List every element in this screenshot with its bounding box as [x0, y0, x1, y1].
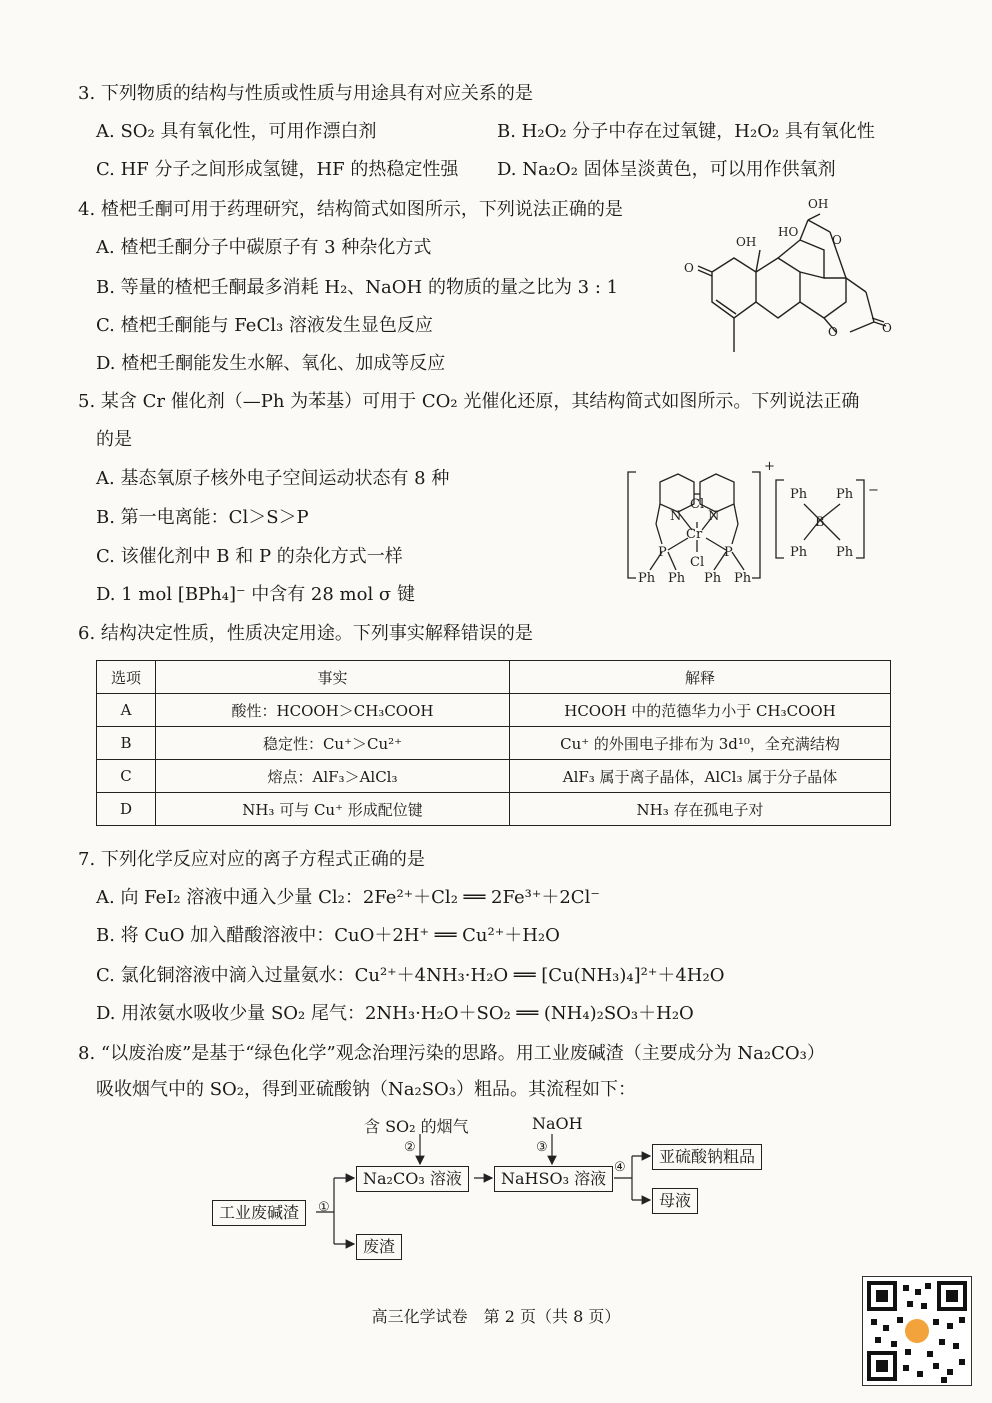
- bph-2: Ph: [836, 487, 854, 502]
- q7-option-c: C. 氯化铜溶液中滴入过量氨水：Cu²⁺＋4NH₃·H₂O ══ [Cu(NH₃)₄]²⁺＋4H₂O: [96, 965, 725, 986]
- q8-stem-cont: 吸收烟气中的 SO₂，得到亚硫酸钠（Na₂SO₃）粗品。其流程如下：: [96, 1079, 637, 1100]
- q3-stem: 3. 下列物质的结构与性质或性质与用途具有对应关系的是: [78, 83, 533, 104]
- flow-step-4: ④: [614, 1160, 626, 1175]
- bph-3: Ph: [790, 545, 808, 560]
- row-label: B: [97, 727, 156, 760]
- q6-table: [96, 660, 891, 826]
- q5-option-c: C. 该催化剂中 B 和 P 的杂化方式一样: [96, 546, 403, 567]
- q6-stem: 6. 结构决定性质，性质决定用途。下列事实解释错误的是: [78, 623, 533, 644]
- p-right: P: [724, 545, 733, 560]
- cr-center: Cr: [686, 527, 703, 542]
- flow-nahso3-solution: NaHSO₃ 溶液: [494, 1166, 613, 1192]
- q8-stem: 8. “以废治废”是基于“绿色化学”观念治理污染的思路。用工业废碱渣（主要成分为 Na₂CO₃）: [78, 1043, 825, 1064]
- table-row: [97, 760, 891, 793]
- page-footer: 高三化学试卷 第 2 页（共 8 页）: [371, 1307, 621, 1326]
- row-explanation: AlF₃ 属于离子晶体，AlCl₃ 属于分子晶体: [510, 760, 891, 793]
- q7-option-d: D. 用浓氨水吸收少量 SO₂ 尾气：2NH₃·H₂O＋SO₂ ══ (NH₄)₂SO₃＋H₂O: [96, 1003, 694, 1024]
- bph-4: Ph: [836, 545, 854, 560]
- flow-step-2: ②: [404, 1140, 416, 1155]
- q4-option-d: D. 楂杷壬酮能发生水解、氧化、加成等反应: [96, 353, 446, 374]
- qr-code-icon: [862, 1276, 972, 1386]
- n-right: N: [708, 509, 720, 524]
- mol-o-ketone: O: [684, 261, 694, 275]
- flow-na2co3-solution: Na₂CO₃ 溶液: [356, 1166, 469, 1192]
- q3-option-a: A. SO₂ 具有氧化性，可用作漂白剂: [96, 121, 377, 142]
- q7-option-b: B. 将 CuO 加入醋酸溶液中：CuO＋2H⁺ ══ Cu²⁺＋H₂O: [96, 925, 560, 946]
- row-fact: 酸性：HCOOH＞CH₃COOH: [156, 694, 510, 727]
- header-option: 选项: [97, 661, 156, 694]
- ph-1: Ph: [638, 571, 656, 586]
- q3-option-b: B. H₂O₂ 分子中存在过氧键，H₂O₂ 具有氧化性: [497, 121, 875, 142]
- flow-industrial-waste-alkali: 工业废碱渣: [212, 1200, 306, 1226]
- row-fact: NH₃ 可与 Cu⁺ 形成配位键: [156, 793, 510, 826]
- flow-flue-gas: 含 SO₂ 的烟气: [364, 1117, 469, 1136]
- q5-option-a: A. 基态氧原子核外电子空间运动状态有 8 种: [96, 468, 450, 489]
- q5-option-b: B. 第一电离能：Cl＞S＞P: [96, 507, 309, 528]
- flow-crude-sodium-sulfite: 亚硫酸钠粗品: [652, 1144, 762, 1170]
- cation-charge: +: [764, 459, 775, 474]
- table-row: [97, 793, 891, 826]
- ph-4: Ph: [734, 571, 752, 586]
- anion-charge: −: [868, 483, 879, 498]
- q5-option-d: D. 1 mol [BPh₄]⁻ 中含有 28 mol σ 键: [96, 584, 415, 605]
- row-label: C: [97, 760, 156, 793]
- flow-waste-residue: 废渣: [356, 1234, 402, 1260]
- flow-naoh: NaOH: [532, 1114, 583, 1133]
- flow-step-3: ③: [536, 1140, 548, 1155]
- bph-1: Ph: [790, 487, 808, 502]
- table-header-row: [97, 661, 891, 694]
- q5-stem-cont: 的是: [96, 429, 132, 450]
- mol-o-ring: O: [828, 325, 838, 339]
- ph-2: Ph: [668, 571, 686, 586]
- row-explanation: NH₃ 存在孤电子对: [510, 793, 891, 826]
- q7-option-a: A. 向 FeI₂ 溶液中通入少量 Cl₂：2Fe²⁺＋Cl₂ ══ 2Fe³⁺＋2Cl⁻: [96, 887, 600, 908]
- q7-stem: 7. 下列化学反应对应的离子方程式正确的是: [78, 849, 425, 870]
- row-fact: 熔点：AlF₃＞AlCl₃: [156, 760, 510, 793]
- q5-stem: 5. 某含 Cr 催化剂（—Ph 为苯基）可用于 CO₂ 光催化还原，其结构简式如图所示。下列说法正确: [78, 391, 860, 412]
- mol-ho: HO: [778, 225, 799, 239]
- row-explanation: HCOOH 中的范德华力小于 CH₃COOH: [510, 694, 891, 727]
- row-label: D: [97, 793, 156, 826]
- flow-mother-liquor: 母液: [652, 1188, 698, 1214]
- n-left: N: [670, 509, 682, 524]
- boron: B: [815, 515, 825, 530]
- ph-3: Ph: [704, 571, 722, 586]
- q4-option-c: C. 楂杷壬酮能与 FeCl₃ 溶液发生显色反应: [96, 315, 433, 336]
- p-left: P: [658, 545, 667, 560]
- q4-stem: 4. 楂杷壬酮可用于药理研究，结构简式如图所示，下列说法正确的是: [78, 199, 623, 220]
- q3-option-d: D. Na₂O₂ 固体呈淡黄色，可以用作供氧剂: [497, 159, 836, 180]
- cl-bottom: Cl: [690, 555, 705, 570]
- mol-oh-top: OH: [808, 197, 829, 211]
- q4-option-b: B. 等量的楂杷壬酮最多消耗 H₂、NaOH 的物质的量之比为 3 : 1: [96, 277, 619, 298]
- mol-o-bridge: O: [832, 233, 842, 247]
- header-explanation: 解释: [510, 661, 891, 694]
- header-fact: 事实: [156, 661, 510, 694]
- cl-top: Cl: [690, 497, 705, 512]
- mol-oh-left: OH: [736, 235, 757, 249]
- q3-option-c: C. HF 分子之间形成氢键，HF 的热稳定性强: [96, 159, 459, 180]
- flow-step-1: ①: [318, 1200, 330, 1215]
- row-fact: 稳定性：Cu⁺＞Cu²⁺: [156, 727, 510, 760]
- mol-o-lactone: O: [882, 321, 892, 335]
- table-row: [97, 727, 891, 760]
- q4-option-a: A. 楂杷壬酮分子中碳原子有 3 种杂化方式: [96, 237, 432, 258]
- table-row: [97, 694, 891, 727]
- row-explanation: Cu⁺ 的外围电子排布为 3d¹⁰，全充满结构: [510, 727, 891, 760]
- row-label: A: [97, 694, 156, 727]
